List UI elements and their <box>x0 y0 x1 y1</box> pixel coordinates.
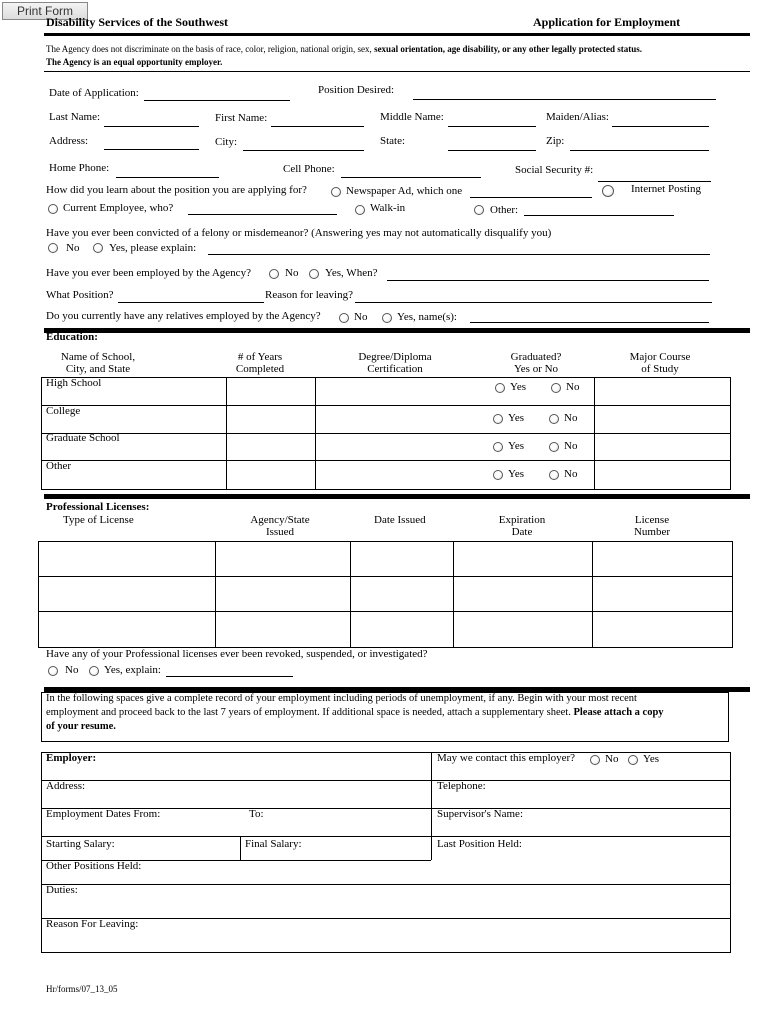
position-desired-field[interactable] <box>413 99 716 100</box>
other-source-field[interactable] <box>524 215 674 216</box>
employed-no-label: No <box>285 267 299 279</box>
state-field[interactable] <box>448 150 536 151</box>
revoked-yes-label: Yes, explain: <box>104 664 161 676</box>
no-label: No <box>566 381 580 393</box>
hs-graduated-no-radio[interactable] <box>551 383 561 393</box>
notice-rule <box>44 71 750 72</box>
no-label: No <box>564 468 578 480</box>
may-contact-yes-radio[interactable] <box>628 755 638 765</box>
address-field[interactable] <box>104 149 199 150</box>
employer-label: Employer: <box>46 752 97 764</box>
yes-label: Yes <box>508 440 525 452</box>
newspaper-label: Newspaper Ad, which one <box>346 185 463 197</box>
may-contact-yes-label: Yes <box>643 753 660 765</box>
eeo-statement: The Agency is an equal opportunity employer. <box>46 57 223 67</box>
col-major-header: Major Course of Study <box>629 351 691 375</box>
other-source-radio[interactable] <box>474 205 484 215</box>
last-name-field[interactable] <box>104 126 199 127</box>
hs-graduated-yes-radio[interactable] <box>495 383 505 393</box>
may-contact-no-radio[interactable] <box>590 755 600 765</box>
col-license-number-header: License Number <box>633 514 671 538</box>
emp-row-divider <box>41 836 731 837</box>
other-graduated-no-radio[interactable] <box>549 470 559 480</box>
employment-intro-line3: of your resume. <box>46 721 116 732</box>
header-rule <box>44 33 750 36</box>
other-positions-label: Other Positions Held: <box>46 860 142 872</box>
emp-row-divider <box>41 780 731 781</box>
col-expiration-header: Expiration Date <box>498 514 546 538</box>
last-name-label: Last Name: <box>49 111 101 123</box>
college-graduated-yes-radio[interactable] <box>493 414 503 424</box>
employer-address-label: Address: <box>46 780 86 792</box>
relatives-names-field[interactable] <box>470 322 709 323</box>
maiden-alias-field[interactable] <box>612 126 709 127</box>
print-form-button[interactable]: Print Form <box>2 2 88 20</box>
felony-no-label: No <box>66 242 80 254</box>
edu-row-label: College <box>46 405 81 417</box>
employment-dates-from-label: Employment Dates From: <box>46 808 161 820</box>
relatives-no-label: No <box>354 311 368 323</box>
revoked-yes-radio[interactable] <box>89 666 99 676</box>
lic-row-divider <box>38 576 733 577</box>
grad-school-graduated-yes-radio[interactable] <box>493 442 503 452</box>
yes-label: Yes <box>508 412 525 424</box>
walk-in-label: Walk-in <box>370 202 406 214</box>
employed-by-question: Have you ever been employed by the Agency? <box>46 267 251 279</box>
other-graduated-yes-radio[interactable] <box>493 470 503 480</box>
employed-when-field[interactable] <box>387 280 709 281</box>
nondiscrimination-notice: The Agency does not discriminate on the basis of race, color, religion, national origin, sex, sexual orientation, age disability, or any other legally protected status. <box>46 44 643 54</box>
grad-school-graduated-no-radio[interactable] <box>549 442 559 452</box>
edu-col-divider <box>315 377 316 490</box>
emp-col-divider <box>431 752 432 860</box>
current-employee-label: Current Employee, who? <box>63 202 174 214</box>
emp-col-divider <box>240 836 241 860</box>
newspaper-radio[interactable] <box>331 187 341 197</box>
yes-label: Yes <box>508 468 525 480</box>
position-desired-label: Position Desired: <box>318 84 395 96</box>
address-label: Address: <box>49 135 89 147</box>
other-source-label: Other: <box>490 204 519 216</box>
starting-salary-label: Starting Salary: <box>46 838 115 850</box>
home-phone-field[interactable] <box>116 177 219 178</box>
supervisor-label: Supervisor's Name: <box>437 808 523 820</box>
licenses-rule <box>44 494 750 499</box>
col-agency-header: Agency/State Issued <box>250 514 310 538</box>
licenses-heading: Professional Licenses: <box>46 501 150 513</box>
education-heading: Education: <box>46 331 98 343</box>
employment-intro-line2: employment and proceed back to the last 7 years of employment. If additional space is needed, attach a supplementary sheet. Please attach a copy <box>46 707 664 718</box>
home-phone-label: Home Phone: <box>49 162 110 174</box>
emp-row-divider <box>41 884 731 885</box>
middle-name-label: Middle Name: <box>380 111 444 123</box>
document-title: Application for Employment <box>533 15 681 29</box>
edu-col-divider <box>226 377 227 490</box>
current-employee-radio[interactable] <box>48 204 58 214</box>
zip-field[interactable] <box>570 150 709 151</box>
revoked-no-label: No <box>65 664 79 676</box>
first-name-field[interactable] <box>271 126 364 127</box>
middle-name-field[interactable] <box>448 126 536 127</box>
reason-leaving-field[interactable] <box>355 302 712 303</box>
revoked-question: Have any of your Professional licenses ever been revoked, suspended, or investigated? <box>46 648 428 660</box>
employed-no-radio[interactable] <box>269 269 279 279</box>
date-of-application-field[interactable] <box>144 100 290 101</box>
employed-yes-label: Yes, When? <box>325 267 378 279</box>
may-contact-no-label: No <box>605 753 619 765</box>
employment-intro-line1: In the following spaces give a complete record of your employment including periods of unemployment, if any. Begin with your most recent <box>46 693 637 704</box>
internet-label: Internet Posting <box>631 183 701 195</box>
felony-yes-label: Yes, please explain: <box>109 242 197 254</box>
col-school-header: Name of School, City, and State <box>60 351 136 375</box>
edu-row-divider <box>41 405 731 406</box>
licenses-table <box>38 541 733 648</box>
last-position-label: Last Position Held: <box>437 838 522 850</box>
edu-row-label: Other <box>46 460 72 472</box>
revoked-no-radio[interactable] <box>48 666 58 676</box>
lic-col-divider <box>453 541 454 648</box>
no-label: No <box>564 440 578 452</box>
reason-for-leaving-label: Reason For Leaving: <box>46 918 139 930</box>
first-name-label: First Name: <box>215 112 268 124</box>
how-learn-question: How did you learn about the position you are applying for? <box>46 184 307 196</box>
edu-row-divider <box>41 460 731 461</box>
maiden-alias-label: Maiden/Alias: <box>546 111 609 123</box>
ssn-label: Social Security #: <box>515 164 594 176</box>
lic-col-divider <box>215 541 216 648</box>
lic-row-divider <box>38 611 733 612</box>
org-name: Disability Services of the Southwest <box>46 15 228 29</box>
city-field[interactable] <box>243 150 364 151</box>
yes-label: Yes <box>510 381 527 393</box>
col-graduated-header: Graduated? Yes or No <box>510 351 562 375</box>
employer-table <box>41 752 731 953</box>
no-label: No <box>564 412 578 424</box>
internet-radio[interactable] <box>602 185 614 197</box>
edu-col-divider <box>594 377 595 490</box>
final-salary-label: Final Salary: <box>245 838 302 850</box>
relatives-yes-radio[interactable] <box>382 313 392 323</box>
reason-leaving-label: Reason for leaving? <box>265 289 353 301</box>
felony-no-radio[interactable] <box>48 243 58 253</box>
felony-explain-field[interactable] <box>208 254 710 255</box>
lic-col-divider <box>350 541 351 648</box>
employment-dates-to-label: To: <box>249 808 264 820</box>
cell-phone-label: Cell Phone: <box>283 163 335 175</box>
felony-yes-radio[interactable] <box>93 243 103 253</box>
zip-label: Zip: <box>546 135 565 147</box>
form-code: Hr/forms/07_13_05 <box>46 984 118 994</box>
newspaper-which-field[interactable] <box>470 197 592 198</box>
current-employee-field[interactable] <box>188 214 337 215</box>
employed-yes-radio[interactable] <box>309 269 319 279</box>
edu-row-divider <box>41 433 731 434</box>
emp-row-divider <box>41 918 731 919</box>
what-position-label: What Position? <box>46 289 114 301</box>
col-date-issued-header: Date Issued <box>374 514 426 526</box>
felony-question: Have you ever been convicted of a felony or misdemeanor? (Answering yes may not automatically disqualify you) <box>46 227 552 239</box>
date-of-application-label: Date of Application: <box>49 87 139 99</box>
lic-col-divider <box>592 541 593 648</box>
col-degree-header: Degree/Diploma Certification <box>358 351 432 375</box>
duties-label: Duties: <box>46 884 78 896</box>
walk-in-radio[interactable] <box>355 205 365 215</box>
cell-phone-field[interactable] <box>341 177 481 178</box>
ssn-field[interactable] <box>598 181 711 182</box>
education-rule <box>44 328 750 333</box>
col-years-header: # of Years Completed <box>235 351 285 375</box>
state-label: State: <box>380 135 406 147</box>
relatives-no-radio[interactable] <box>339 313 349 323</box>
relatives-yes-label: Yes, name(s): <box>397 311 457 323</box>
edu-row-label: High School <box>46 377 102 389</box>
revoked-explain-field[interactable] <box>166 676 293 677</box>
city-label: City: <box>215 136 238 148</box>
may-contact-label: May we contact this employer? <box>437 752 576 764</box>
col-license-type-header: Type of License <box>63 514 134 526</box>
edu-row-label: Graduate School <box>46 432 120 444</box>
college-graduated-no-radio[interactable] <box>549 414 559 424</box>
what-position-field[interactable] <box>118 302 264 303</box>
telephone-label: Telephone: <box>437 780 486 792</box>
relatives-question: Do you currently have any relatives employed by the Agency? <box>46 310 321 322</box>
